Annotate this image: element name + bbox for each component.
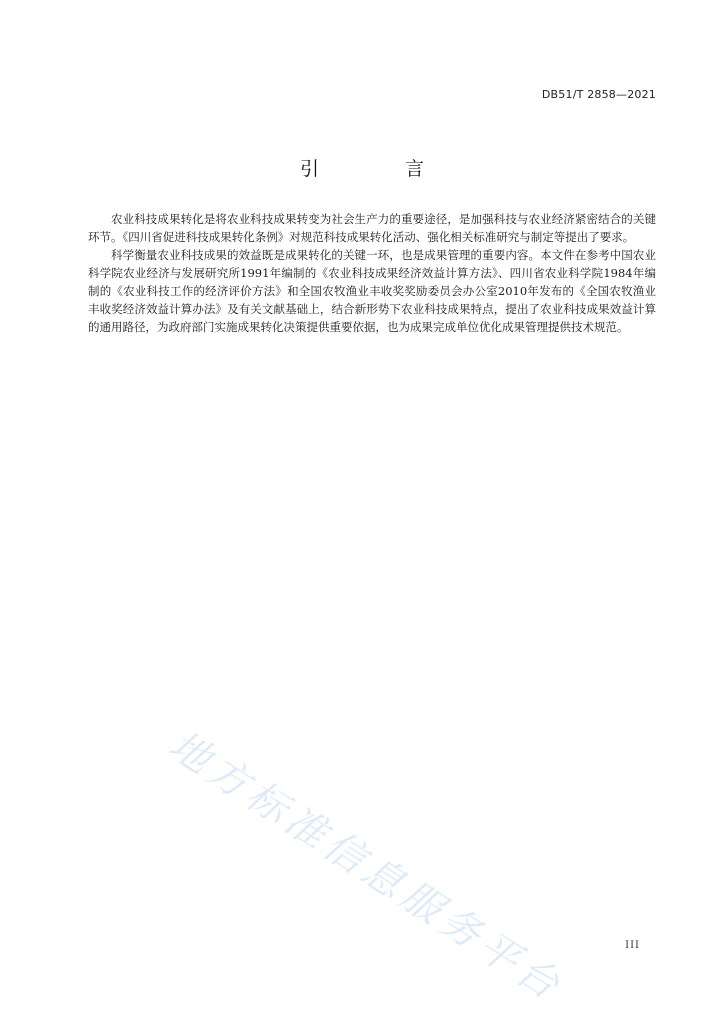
paragraph-2: 科学衡量农业科技成果的效益既是成果转化的关键一环，也是成果管理的重要内容。本文件在参考中国农业科学院农业经济与发展研究所1991年编制的《农业科技成果经济效益计算方法》、四川省农业科学院1984年编制的《农业科技工作的经济评价方法》和全国农牧渔业丰收奖奖励委员会办公室2010年发布的《全国农牧渔业丰收奖经济效益计算办法》及有关文献基础上，结合新形势下农业科技成果特点，提出了农业科技成果效益计算的通用路径，为政府部门实施成果转化决策提供重要依据，也为成果完成单位优化成果管理提供技术规范。 bbox=[88, 248, 656, 334]
paragraph-1: 农业科技成果转化是将农业科技成果转变为社会生产力的重要途径，是加强科技与农业经济紧密结合的关键环节。《四川省促进科技成果转化条例》对规范科技成果转化活动、强化相关标准研究与制定等提出了要求。 bbox=[88, 212, 656, 244]
page-number: III bbox=[625, 940, 640, 951]
watermark: 地方标准信息服务平台 bbox=[160, 722, 572, 1012]
standard-code: DB51/T 2858—2021 bbox=[541, 88, 656, 101]
introduction-body bbox=[88, 210, 656, 336]
section-title: 引 言 bbox=[299, 158, 465, 180]
